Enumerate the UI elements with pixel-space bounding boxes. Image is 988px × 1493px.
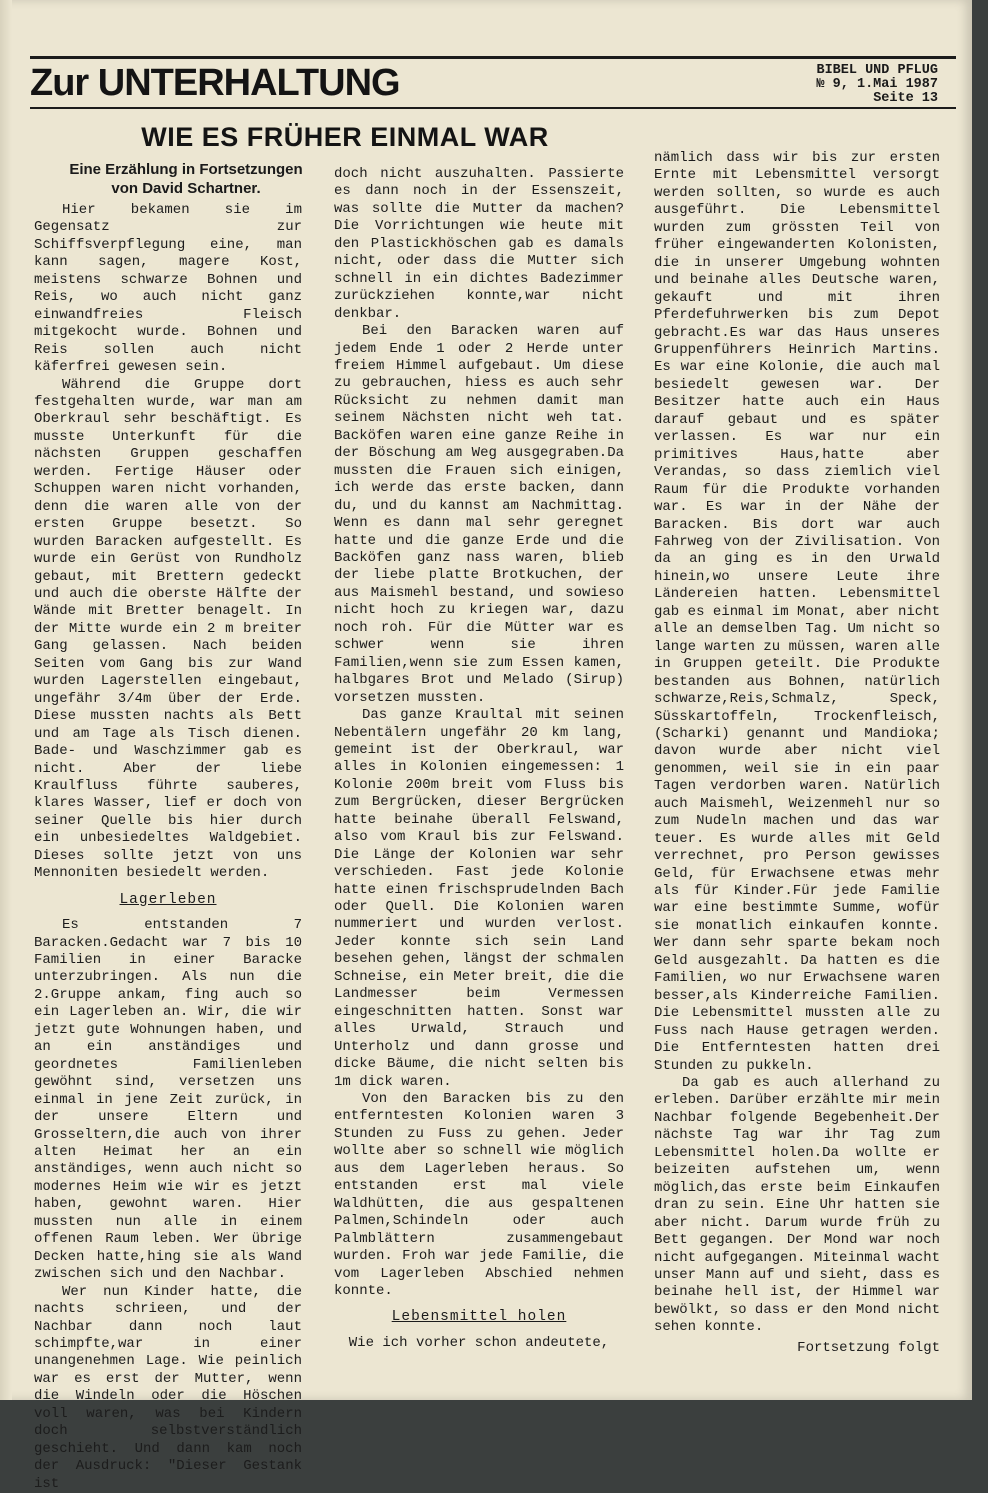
subheading-lebensmittel: Lebensmittel holen [391,1309,567,1326]
paragraph: doch nicht auszuhalten. Passierte es dann noch in der Essenszeit, was sollte die Mutter da machen? Die Vorrichtungen wie heute mit den Plastickhöschen gab es damals nicht, oder dass die Mutter sich schnell in ein dichtes Badezimmer zurückziehen konnte,war nicht denkbar. [334,166,624,322]
publication-info [816,64,938,106]
header-rule-top [30,56,956,59]
column-2 [334,166,624,1352]
article-title: WIE ES FRÜHER EINMAL WAR [141,122,549,152]
page-number: Seite 13 [873,91,938,106]
publication-name: BIBEL UND PFLUG [816,63,938,78]
paragraph: Hier bekamen sie im Gegensatz zur Schiffsverpflegung eine, man kann sagen, magere Kost, meistens schwarze Bohnen und Reis, wo auch nicht ganz einwandfreies Fleisch mitgekocht wurde. Bohnen und Reis sollen auch nicht käferfrei gewesen sein. [34,202,302,376]
column-3 [654,150,940,1357]
issue-date: № 9, 1.Mai 1987 [816,77,938,92]
paragraph: Während die Gruppe dort festgehalten wurde, war man am Oberkraul sehr beschäftigt. Es musste Unterkunft für die nächsten Gruppen geschaffen werden. Fertige Häuser oder Schuppen waren nicht vorhanden, denn die waren alle von der ersten Gruppe besetzt. So wurden Baracken aufgestellt. Es wurde ein Gerüst von Rundholz gebaut, mit Brettern gedeckt und auch die oberste Hälfte der Wände mit Bretter benagelt. In der Mitte wurde ein 2 m breiter Gang gelassen. Nach beiden Seiten vom Gang bis zur Wand wurden Lagerstellen eingebaut, ungefähr 3/4m über der Erde. Diese mussten nachts als Bett und am Tage als Tisch dienen. Bade- und Waschzimmer gab es nicht. Aber der liebe Kraulfluss führte sauberes, klares Wasser, lief er doch von seiner Quelle bis hier durch ein unbesiedeltes Waldgebiet. Dieses sollte jetzt von uns Mennoniten besiedelt werden. [34,376,302,882]
subheading-lagerleben: Lagerleben [119,891,217,908]
paragraph: Das ganze Kraultal mit seinen Nebentälern ungefähr 20 km lang, gemeint ist der Oberkraul, war alles in Kolonien eingemessen: 1 Kolonie 200m breit vom Fluss bis zum Bergrücken, dieser Bergrücken hatte beinahe überall Felswand, also vom Kraul bis zur Felswand. Die Länge der Kolonien war sehr verschieden. Fast jede Kolonie hatte einen frischsprudelnden Bach oder Quell. Die Kolonien waren nummeriert und wurden verlost. Jeder konnte sich sein Land besehen gehen, längst der schmalen Schneise, ein Meter breit, die die Landmesser beim Vermessen eingeschnitten hatten. Sonst war alles Urwald, Strauch und Unterholz und dann grosse und dicke Bäume, die nicht selten bis 1m dick waren. [334,707,624,1090]
column-1 [34,202,302,1493]
subtitle-line-1: Eine Erzählung in Fortsetzungen [69,161,303,178]
page-edge [0,0,12,1400]
paragraph: Bei den Baracken waren auf jedem Ende 1 oder 2 Herde unter freiem Himmel aufgebaut. Um diese zu gebrauchen, hiess es auch sehr Rücksicht zu nehmen damit man seinem Nächsten nicht weh tat. Backöfen waren eine ganze Reihe in der Böschung am Weg ausgegraben.Da mussten die Frauen sich einigen, ich werde das erste backen, dann du, und du kannst am Nachmittag. Wenn es dann mal sehr geregnet hatte und die ganze Erde und die Backöfen ganz nass waren, blieb der liebe platte Brotkuchen, der aus Maismehl bestand, und sowieso nicht hoch zu kriegen war, dazu noch roh. Für die Mütter war es schwer wenn sie ihren Familien,wenn sie zum Essen kamen, halbgares Brot und Melado (Sirup) vorsetzen mussten. [334,323,624,706]
section-title: Zur UNTERHALTUNG [30,62,400,104]
paragraph: Wer nun Kinder hatte, die nachts schrieen, und der Nachbar dann noch laut schimpfte,war in einer unangenehmen Lage. Wie peinlich war es erst der Mutter, wenn die Windeln oder die Höschen voll waren, was bei Kindern doch selbstverständlich geschieht. Und dann kam noch der Ausdruck: "Dieser Gestank ist [34,1283,302,1492]
article-subtitle [36,160,336,198]
paragraph: Da gab es auch allerhand zu erleben. Darüber erzählte mir mein Nachbar folgende Begebenheit.Der nächste Tag war ihr Tag zum Lebensmittel holen.Da wollte er beizeiten aufstehen um, wenn möglich,das erste beim Einkaufen dran zu sein. Eine Uhr hatten sie aber nicht. Darum wurde früh zu Bett gegangen. Der Mond war noch nicht aufgegangen. Miteinmal wacht unser Mann auf und sieht, dass es beinahe hell ist, der Himmel war bewölkt, so dass er den Mond nicht sehen konnte. [654,1075,940,1336]
paragraph: nämlich dass wir bis zur ersten Ernte mit Lebensmittel versorgt werden sollten, so wurde es auch ausgeführt. Die Lebensmittel wurden zum grössten Teil von früher eingewanderten Kolonisten, die in unserer Umgebung wohnten und beinahe alles Deutsche waren, gekauft und mit ihren Pferdefuhrwerken bis zum Depot gebracht.Es war das Haus unseres Gruppenführers Heinrich Martins. Es war eine Kolonie, die auch mal besiedelt gewesen war. Der Besitzer hatte auch ein Haus darauf gebaut und es später verlassen. Es war nur ein primitives Haus,hatte aber Verandas, so dass ziemlich viel Raum für die Produkte vorhanden war. Es war in der Nähe der Baracken. Bis dort war auch Fahrweg von der Zivilisation. Von da an ging es in den Urwald hinein,wo unsere Leute ihre Ländereien hatten. Lebensmittel gab es einmal im Monat, aber nicht alle an demselben Tag. Um nicht so lange warten zu müssen, waren alle in Gruppen geteilt. Die Produkte bestanden aus Bohnen, natürlich schwarze,Reis,Schmalz, Speck, Süsskartoffeln, Trockenfleisch, (Scharki) genannt und Mandioka; davon wurde aber nicht viel genommen, weil sie in ein paar Tagen verdorben waren. Natürlich auch Maismehl, Weizenmehl nur so zum Nudeln machen und das war teuer. Es wurde alles mit Geld verrechnet, pro Person gewisses Geld, für Erwachsene etwas mehr als für Kinder.Für jede Familie war eine bestimmte Summe, wofür sie monatlich einkaufen konnte. Wer dann sehr sparte bekam noch Geld ausgezahlt. Da hatten es die Familien, wo nur Erwachsene waren besser,als Kinderreiche Familien. Die Lebensmittel mussten alle zu Fuss nach Hause getragen werden. Die Entferntesten hatten drei Stunden zu pukkeln. [654,150,940,1074]
paragraph: Von den Baracken bis zu den entferntesten Kolonien waren 3 Stunden zu Fuss zu gehen. Jeder wollte aber so schnell wie möglich aus dem Lagerleben heraus. So entstanden erst mal viele Waldhütten, die aus gespaltenen Palmen,Schindeln oder auch Palmblättern zusammengebaut wurden. Froh war jede Familie, die vom Lagerleben Abschied nehmen konnte. [334,1091,624,1299]
subtitle-line-2: von David Schartner. [111,180,261,197]
header-rule-bottom [30,107,956,109]
paragraph: Es entstanden 7 Baracken.Gedacht war 7 bis 10 Familien in einer Baracke unterzubringen. Als nun die 2.Gruppe ankam, fing auch so ein Lagerleben an. Wir, die wir jetzt gute Wohnungen haben, und an ein anständiges und geordnetes Familienleben gewöhnt sind, versetzen uns einmal in jene Zeit zurück, in der unsere Eltern und Grosseltern,die auch von ihrer alten Heimat her an ein anständiges, wenn auch nicht so modernes Heim wie wir es jetzt haben, gewohnt waren. Hier mussten nun alle in einem offenen Raum leben. Wer übrige Decken hatte,hing sie als Wand zwischen sich und den Nachbar. [34,917,302,1283]
paragraph: Wie ich vorher schon andeutete, [348,1334,610,1351]
continuation-note: Fortsetzung folgt [797,1339,940,1356]
